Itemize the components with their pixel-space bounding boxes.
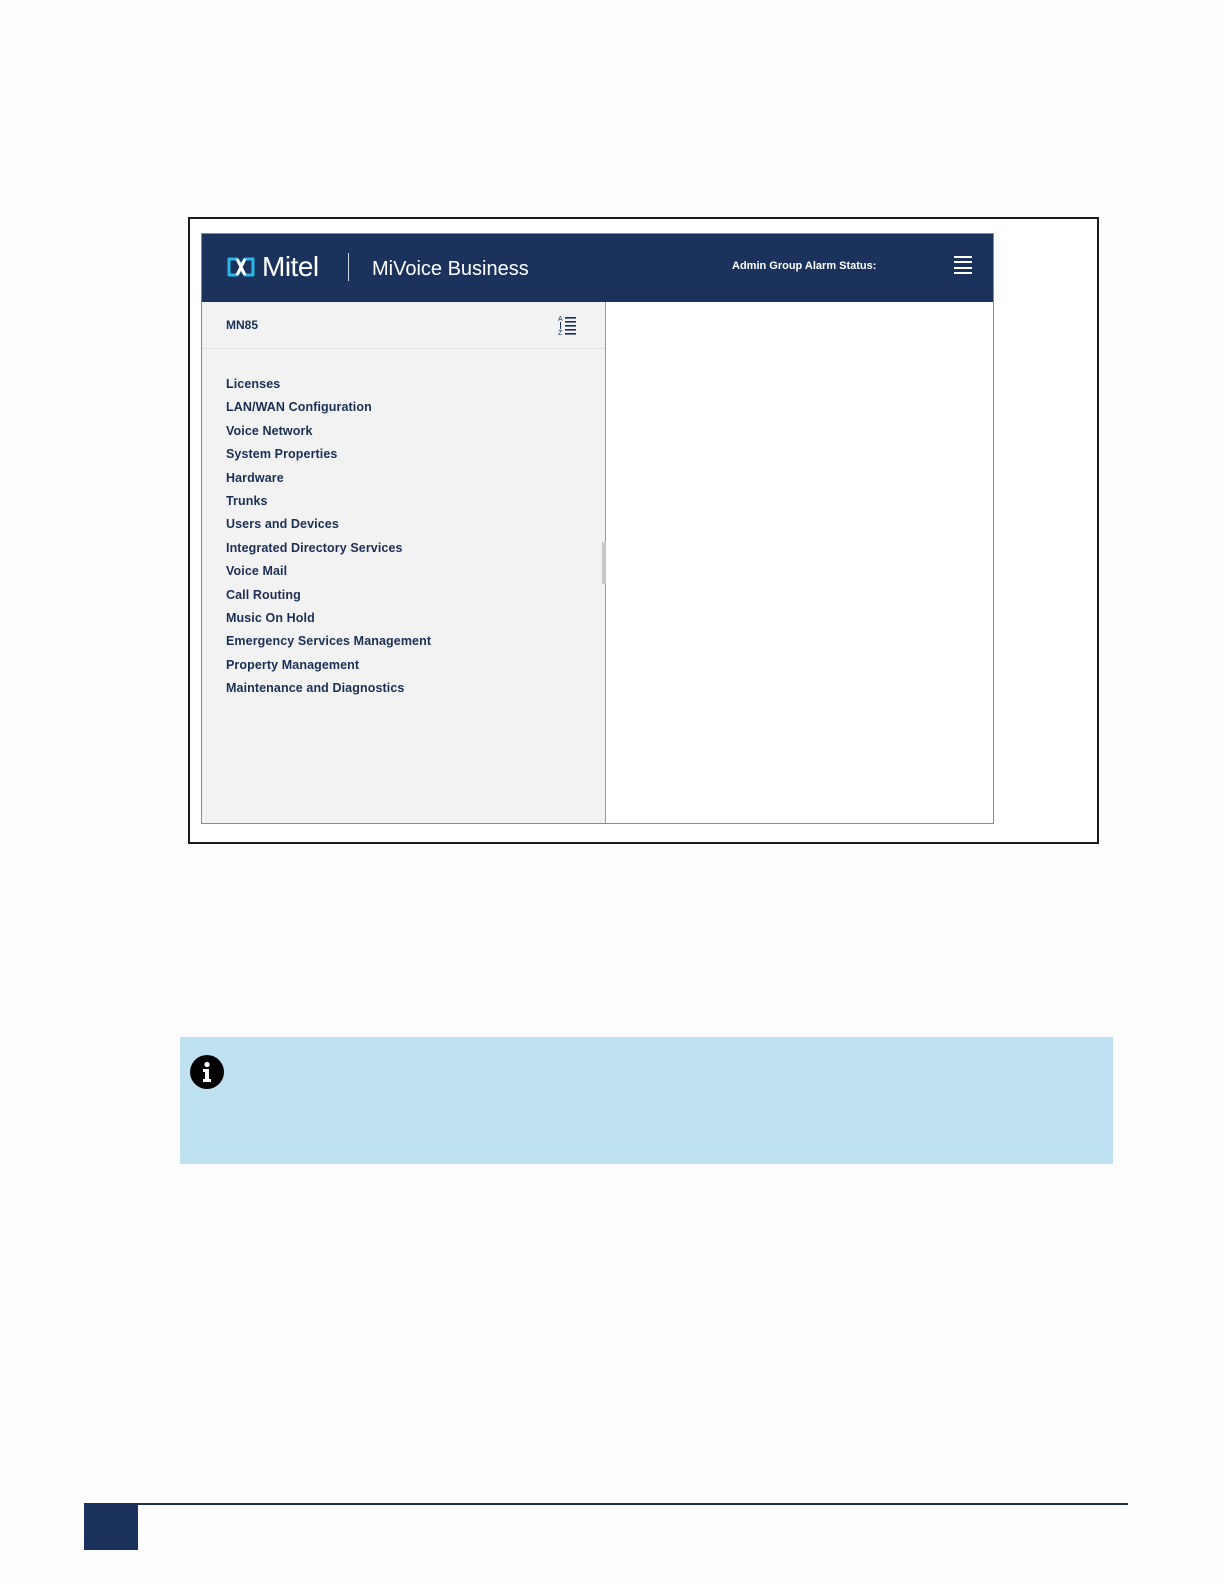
nav-item-voice-mail[interactable]: Voice Mail <box>226 564 288 579</box>
product-name: MiVoice Business <box>372 258 529 280</box>
sidebar <box>202 302 606 823</box>
sort-button[interactable] <box>558 314 578 336</box>
nav-item-maintenance-and-diagnostics[interactable]: Maintenance and Diagnostics <box>226 681 405 696</box>
footer-page-block <box>84 1504 138 1550</box>
note-box <box>180 1037 1113 1164</box>
nav-item-licenses[interactable]: Licenses <box>226 377 281 391</box>
nav-item-trunks[interactable]: Trunks <box>226 493 268 508</box>
content-pane <box>606 302 993 823</box>
sidebar-header <box>202 302 605 349</box>
sort-az-icon <box>558 314 578 336</box>
nav-item-users-and-devices[interactable]: Users and Devices <box>226 517 339 532</box>
svg-text:Z: Z <box>558 330 563 336</box>
node-name[interactable]: MN85 <box>226 318 259 332</box>
svg-text:A: A <box>558 316 563 323</box>
nav-item-lan-wan-configuration[interactable]: LAN/WAN Configuration <box>226 400 372 415</box>
info-icon <box>190 1055 224 1089</box>
nav-item-system-properties[interactable]: System Properties <box>226 447 338 462</box>
logo-text: Mitel <box>262 251 319 282</box>
nav-item-property-management[interactable]: Property Management <box>226 657 360 672</box>
mitel-logo-icon <box>226 256 256 278</box>
nav-item-call-routing[interactable]: Call Routing <box>226 587 301 602</box>
nav-item-voice-network[interactable]: Voice Network <box>226 423 313 438</box>
nav-item-emergency-services-management[interactable]: Emergency Services Management <box>226 634 432 649</box>
nav-item-hardware[interactable]: Hardware <box>226 470 284 485</box>
app-header <box>202 234 993 302</box>
alarm-status[interactable]: Admin Group Alarm Status: <box>732 260 877 272</box>
nav-item-music-on-hold[interactable]: Music On Hold <box>226 610 315 625</box>
app-window <box>201 233 994 824</box>
nav-item-integrated-directory-services[interactable]: Integrated Directory Services <box>226 540 403 555</box>
logo[interactable] <box>226 250 319 284</box>
header-divider <box>348 253 349 281</box>
footer-rule <box>84 1503 1128 1505</box>
nav-list <box>226 376 431 703</box>
hamburger-menu-icon[interactable] <box>954 256 972 274</box>
